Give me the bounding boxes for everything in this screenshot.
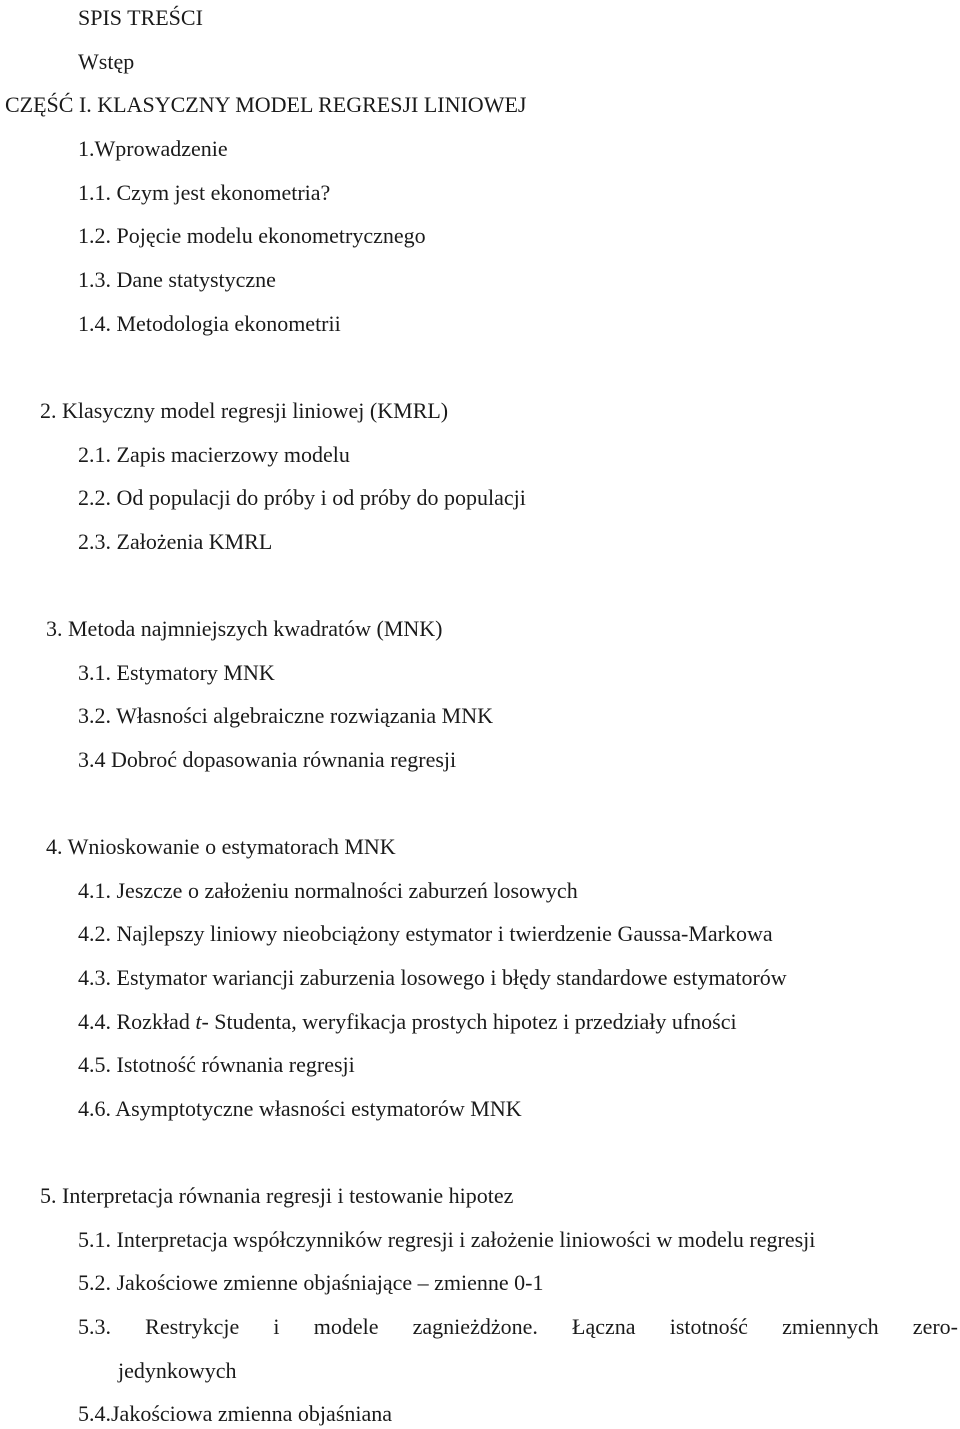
toc-ch5-item-continuation: jedynkowych — [118, 1358, 237, 1383]
toc-ch4-item: 4.5. Istotność równania regresji — [78, 1052, 355, 1077]
toc-ch1-item: 1.1. Czym jest ekonometria? — [78, 180, 331, 205]
toc-ch5-item: 5.4.Jakościowa zmienna objaśniana — [78, 1401, 393, 1426]
toc-ch4-item4-italic: t — [195, 1009, 202, 1034]
toc-ch4-item4-suffix: - Studenta, weryfikacja prostych hipotez i przedziały ufności — [201, 1009, 737, 1034]
toc-ch3-item: 3.1. Estymatory MNK — [78, 660, 275, 685]
toc-part1: CZĘŚĆ I. KLASYCZNY MODEL REGRESJI LINIOWEJ — [5, 92, 527, 117]
toc-ch5-item: 5.1. Interpretacja współczynników regresji i założenie liniowości w modelu regresji — [78, 1227, 816, 1252]
toc-ch5-item: 5.2. Jakościowe zmienne objaśniające – zmienne 0-1 — [78, 1270, 544, 1295]
toc-ch3-title: 3. Metoda najmniejszych kwadratów (MNK) — [46, 616, 443, 641]
toc-ch2-title: 2. Klasyczny model regresji liniowej (KMRL) — [40, 398, 449, 423]
toc-ch4-item: 4.2. Najlepszy liniowy nieobciążony estymator i twierdzenie Gaussa-Markowa — [78, 921, 773, 946]
toc-ch3-item: 3.2. Własności algebraiczne rozwiązania MNK — [78, 703, 493, 728]
toc-ch4-title: 4. Wnioskowanie o estymatorach MNK — [46, 834, 396, 859]
toc-ch2-item: 2.3. Założenia KMRL — [78, 529, 273, 554]
toc-intro: Wstęp — [78, 49, 135, 74]
toc-ch2-item: 2.1. Zapis macierzowy modelu — [78, 442, 350, 467]
toc-ch4-item4-prefix: 4.4. Rozkład — [78, 1009, 196, 1034]
toc-ch1-title: 1.Wprowadzenie — [78, 136, 228, 161]
toc-ch5-title: 5. Interpretacja równania regresji i testowanie hipotez — [40, 1183, 514, 1208]
toc-ch4-item: 4.3. Estymator wariancji zaburzenia losowego i błędy standardowe estymatorów — [78, 965, 787, 990]
toc-ch1-item: 1.4. Metodologia ekonometrii — [78, 311, 341, 336]
toc-ch1-item: 1.3. Dane statystyczne — [78, 267, 276, 292]
toc-ch2-item: 2.2. Od populacji do próby i od próby do populacji — [78, 485, 526, 510]
toc-ch5-item: 5.3. Restrykcje i modele zagnieżdżone. Łączna istotność zmiennych zero- — [78, 1314, 958, 1339]
toc-title: SPIS TREŚCI — [78, 5, 203, 30]
toc-ch1-item: 1.2. Pojęcie modelu ekonometrycznego — [78, 223, 426, 248]
toc-ch4-item: 4.6. Asymptotyczne własności estymatorów MNK — [78, 1096, 522, 1121]
toc-ch4-item — [78, 1011, 737, 1033]
toc-ch3-item: 3.4 Dobroć dopasowania równania regresji — [78, 747, 457, 772]
toc-ch4-item: 4.1. Jeszcze o założeniu normalności zaburzeń losowych — [78, 878, 578, 903]
